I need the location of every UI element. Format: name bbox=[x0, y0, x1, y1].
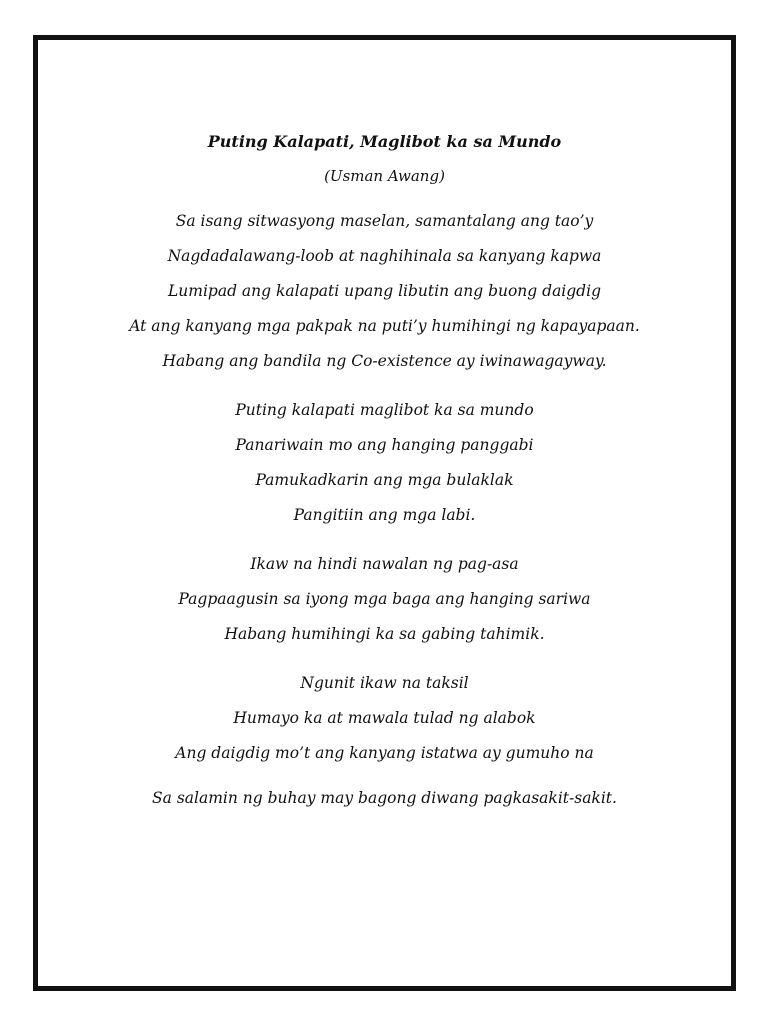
poem-line: Pagpaagusin sa iyong mga baga ang hanging sariwa bbox=[178, 590, 591, 608]
poem-line: Ngunit ikaw na taksil bbox=[300, 674, 469, 692]
stanza-5 bbox=[38, 781, 731, 816]
poem-line: Panariwain mo ang hanging panggabi bbox=[235, 436, 534, 454]
poem-line: Pangitiin ang mga labi. bbox=[293, 506, 476, 524]
poem-line: At ang kanyang mga pakpak na puti’y humihingi ng kapayapaan. bbox=[129, 317, 640, 335]
poem-line: Ikaw na hindi nawalan ng pag-asa bbox=[250, 555, 519, 573]
poem-line: Nagdadalawang-loob at naghihinala sa kanyang kapwa bbox=[167, 247, 602, 265]
poem bbox=[38, 130, 731, 816]
stanza-4 bbox=[38, 666, 731, 771]
poem-line: Humayo ka at mawala tulad ng alabok bbox=[233, 709, 536, 727]
poem-line: Habang humihingi ka sa gabing tahimik. bbox=[224, 625, 545, 643]
poem-line: Pamukadkarin ang mga bulaklak bbox=[255, 471, 514, 489]
poem-line: Habang ang bandila ng Co-existence ay iwinawagayway. bbox=[162, 352, 607, 370]
poem-line: Sa isang sitwasyong maselan, samantalang ang tao’y bbox=[175, 212, 594, 230]
poem-author: (Usman Awang) bbox=[324, 167, 445, 185]
poem-line: Lumipad ang kalapati upang libutin ang buong daigdig bbox=[167, 282, 601, 300]
poem-line: Sa salamin ng buhay may bagong diwang pagkasakit-sakit. bbox=[152, 789, 617, 807]
stanza-1 bbox=[38, 204, 731, 379]
poem-title: Puting Kalapati, Maglibot ka sa Mundo bbox=[207, 132, 562, 151]
page-border-frame bbox=[33, 35, 736, 991]
poem-line: Puting kalapati maglibot ka sa mundo bbox=[235, 401, 534, 419]
poem-line: Ang daigdig mo’t ang kanyang istatwa ay gumuho na bbox=[175, 744, 594, 762]
stanza-3 bbox=[38, 547, 731, 652]
stanza-2 bbox=[38, 393, 731, 533]
